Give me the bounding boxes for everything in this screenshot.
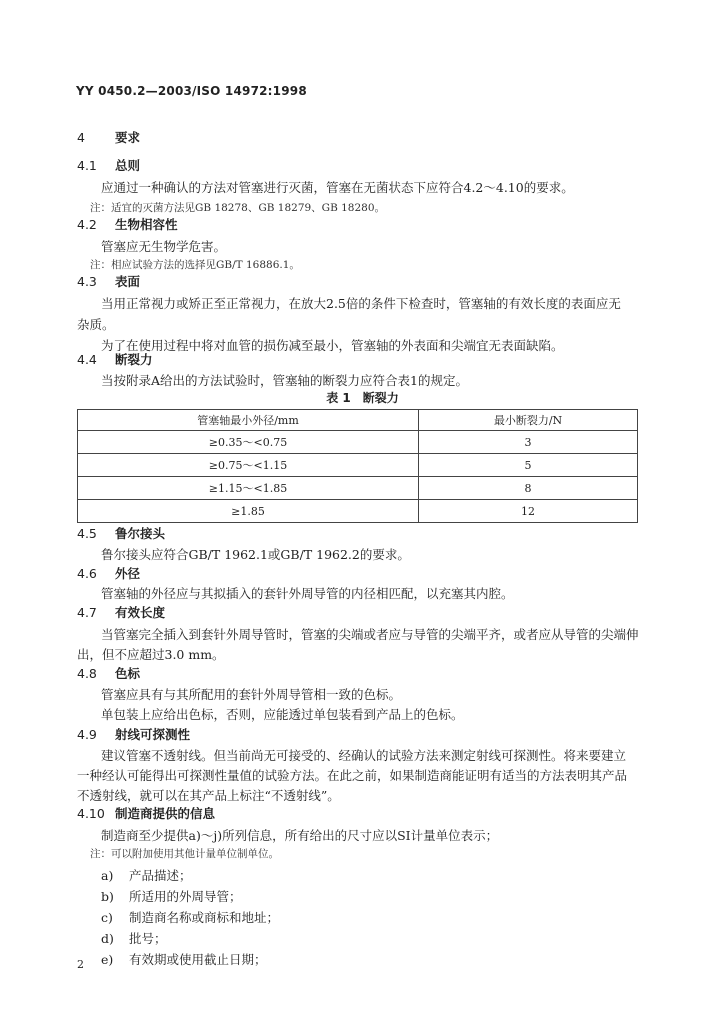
list-item-letter: c): [101, 910, 113, 925]
section-number: 4.5: [77, 526, 97, 541]
section-4-1-text: 应通过一种确认的方法对管塞进行灭菌，管塞在无菌状态下应符合4.2～4.10的要求。: [101, 180, 574, 195]
section-4-8-heading: [77, 664, 140, 682]
section-number: 4: [77, 130, 85, 145]
table-cell: 12: [419, 500, 638, 523]
list-item-text: 制造商名称或商标和地址；: [129, 910, 280, 925]
section-4-3-text-line2: 杂质。: [77, 317, 115, 332]
section-number: 4.1: [77, 158, 97, 173]
section-4-8-text-para1: 管塞应具有与其所配用的套针外周导管相一致的色标。: [101, 687, 402, 702]
list-item-letter: e): [101, 952, 114, 967]
section-4-4-text: 当按附录A给出的方法试验时，管塞轴的断裂力应符合表1的规定。: [101, 373, 468, 388]
section-title: 鲁尔接头: [115, 526, 166, 541]
table-cell: ≥1.85: [78, 500, 419, 523]
list-item-text: 所适用的外周导管；: [129, 889, 242, 904]
section-4-10-heading: [77, 804, 215, 822]
section-4-10-note: 注：可以附加使用其他计量单位制单位。: [90, 848, 279, 860]
section-4-9-text-line3: 不透射线，就可以在其产品上标注“不透射线”。: [77, 788, 340, 803]
list-item-text: 有效期或使用截止日期；: [129, 952, 267, 967]
section-4-2-heading: [77, 215, 178, 233]
section-4-3-text-line1: 当用正常视力或矫正至正常视力，在放大2.5倍的条件下检查时，管塞轴的有效长度的表面应无: [101, 296, 621, 311]
list-item: [101, 887, 242, 905]
section-4-6-heading: [77, 564, 140, 582]
section-4-10-text: 制造商至少提供a)～j)所列信息，所有给出的尺寸应以SI计量单位表示；: [101, 828, 499, 843]
section-4-1-note: 注：适宜的灭菌方法见GB 18278、GB 18279、GB 18280。: [90, 202, 386, 214]
section-number: 4.9: [77, 727, 97, 742]
list-item-letter: d): [101, 931, 114, 946]
table-caption: 表 1 断裂力: [326, 391, 399, 405]
table-header-diameter: 管塞轴最小外径/mm: [78, 410, 419, 431]
section-title: 色标: [115, 666, 141, 681]
section-title: 射线可探测性: [115, 727, 191, 742]
section-number: 4.2: [77, 217, 97, 232]
section-4-9-text-line1: 建议管塞不透射线。但当前尚无可接受的、经确认的试验方法来测定射线可探测性。将来要建立: [101, 748, 627, 763]
section-number: 4.7: [77, 605, 97, 620]
section-4-7-text-line2: 出，但不应超过3.0 mm。: [77, 647, 225, 662]
list-item: [101, 866, 192, 884]
section-4-3-text-para2: 为了在使用过程中将对血管的损伤减至最小，管塞轴的外表面和尖端宜无表面缺陷。: [101, 338, 564, 353]
section-4-1-heading: [77, 156, 140, 174]
list-item: [101, 908, 279, 926]
section-4-5-text: 鲁尔接头应符合GB/T 1962.1或GB/T 1962.2的要求。: [101, 547, 410, 562]
section-4-6-text: 管塞轴的外径应与其拟插入的套针外周导管的内径相匹配，以充塞其内腔。: [101, 586, 514, 601]
table-row: [78, 454, 638, 477]
table-header-force: 最小断裂力/N: [419, 410, 638, 431]
section-number: 4.10: [77, 806, 105, 821]
list-item-letter: a): [101, 868, 114, 883]
list-item: [101, 950, 267, 968]
section-4-9-heading: [77, 725, 190, 743]
table-cell: ≥1.15～<1.85: [78, 477, 419, 500]
table-row: [78, 500, 638, 523]
standard-header: YY 0450.2—2003/ISO 14972:1998: [76, 84, 307, 98]
table-cell: ≥0.75～<1.15: [78, 454, 419, 477]
section-4-8-text-para2: 单包装上应给出色标，否则，应能透过单包装看到产品上的色标。: [101, 707, 464, 722]
section-4-3-heading: [77, 272, 140, 290]
table-header-row: [78, 410, 638, 431]
list-item: [101, 929, 167, 947]
table-row: [78, 431, 638, 454]
section-title: 断裂力: [115, 352, 153, 367]
table-row: [78, 477, 638, 500]
section-title: 外径: [115, 566, 141, 581]
section-4-7-heading: [77, 603, 165, 621]
section-title: 生物相容性: [115, 217, 178, 232]
section-number: 4.3: [77, 274, 97, 289]
section-title: 有效长度: [115, 605, 166, 620]
list-item-text: 批号；: [129, 931, 167, 946]
section-4-heading: [77, 128, 140, 146]
section-4-5-heading: [77, 524, 165, 542]
section-title: 制造商提供的信息: [115, 806, 216, 821]
section-4-7-text-line1: 当管塞完全插入到套针外周导管时，管塞的尖端或者应与导管的尖端平齐，或者应从导管的尖端伸: [101, 627, 639, 642]
table-cell: ≥0.35～<0.75: [78, 431, 419, 454]
section-number: 4.6: [77, 566, 97, 581]
section-title: 总则: [115, 158, 141, 173]
table-cell: 8: [419, 477, 638, 500]
section-title: 表面: [115, 274, 141, 289]
section-4-9-text-line2: 一种经认可能得出可探测性量值的试验方法。在此之前，如果制造商能证明有适当的方法表明其产品: [77, 768, 628, 783]
break-force-table: [77, 409, 638, 523]
list-item-letter: b): [101, 889, 114, 904]
section-number: 4.4: [77, 352, 97, 367]
table-cell: 3: [419, 431, 638, 454]
table-cell: 5: [419, 454, 638, 477]
section-4-2-note: 注：相应试验方法的选择见GB/T 16886.1。: [90, 259, 300, 271]
section-4-2-text: 管塞应无生物学危害。: [101, 239, 227, 254]
section-4-4-heading: [77, 350, 153, 368]
list-item-text: 产品描述；: [129, 868, 192, 883]
page-number: 2: [77, 958, 84, 971]
section-number: 4.8: [77, 666, 97, 681]
section-title: 要求: [115, 130, 141, 145]
